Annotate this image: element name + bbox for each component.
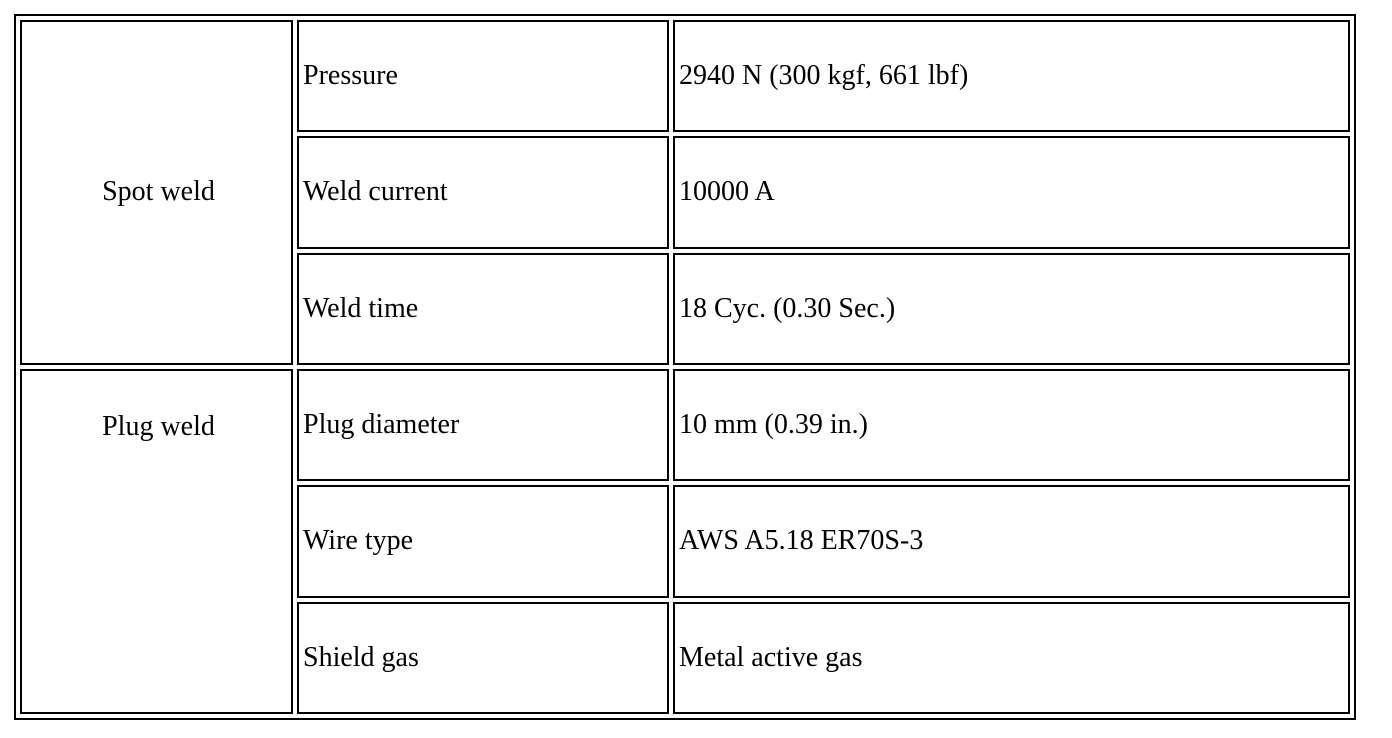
value-cell: 10 mm (0.39 in.) bbox=[673, 369, 1350, 481]
param-cell: Plug diameter bbox=[297, 369, 669, 481]
value-cell: 18 Cyc. (0.30 Sec.) bbox=[673, 253, 1350, 365]
group-cell-spot-weld bbox=[20, 20, 293, 365]
table-row bbox=[20, 20, 1350, 132]
param-cell: Weld current bbox=[297, 136, 669, 248]
param-cell: Wire type bbox=[297, 485, 669, 597]
group-label: Plug weld bbox=[102, 410, 215, 442]
value-cell: Metal active gas bbox=[673, 602, 1350, 714]
group-cell-plug-weld bbox=[20, 369, 293, 714]
value-cell: 2940 N (300 kgf, 661 lbf) bbox=[673, 20, 1350, 132]
group-label: Spot weld bbox=[102, 176, 215, 208]
param-cell: Pressure bbox=[297, 20, 669, 132]
weld-spec-table bbox=[16, 16, 1354, 718]
value-cell: 10000 A bbox=[673, 136, 1350, 248]
param-cell: Weld time bbox=[297, 253, 669, 365]
table-row bbox=[20, 369, 1350, 481]
param-cell: Shield gas bbox=[297, 602, 669, 714]
value-cell: AWS A5.18 ER70S-3 bbox=[673, 485, 1350, 597]
